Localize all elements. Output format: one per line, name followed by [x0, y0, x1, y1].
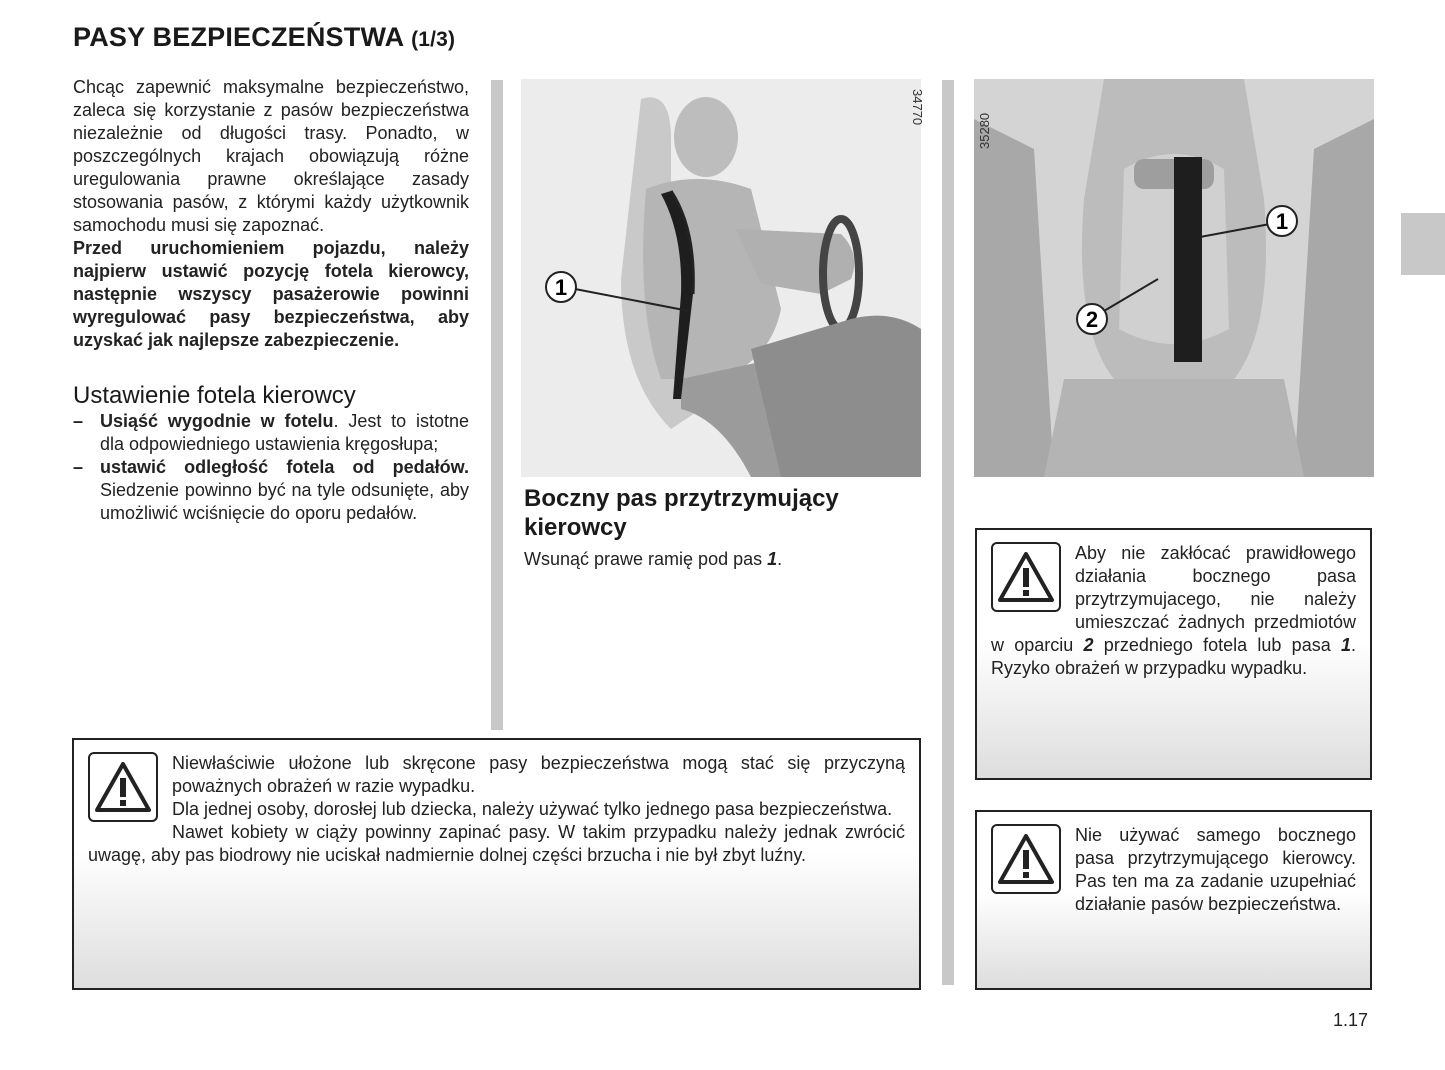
list-dash: –	[73, 457, 84, 477]
driver-seatbelt-illustration	[521, 79, 925, 477]
list-item	[73, 456, 469, 525]
warning-box-text: Nie używać samego bocznego pasa przytrzymującego kierowcy. Pas ten ma za zadanie uzupełniać działanie pasów bezpieczeństwa.	[1075, 825, 1356, 914]
side-belt-text-after: .	[777, 549, 783, 569]
list-dash: –	[73, 411, 84, 431]
warning-box-text	[88, 752, 905, 867]
page-title-suffix: (1/3)	[411, 28, 456, 51]
figure2-code: 35280	[977, 112, 992, 149]
warning-box-side-belt-objects	[975, 528, 1372, 780]
intro-bold-paragraph: Przed uruchomieniem pojazdu, należy najpierw ustawić pozycję fotela kierowcy, następnie wszyscy pasażerowie powinni wyregulować pasy bezpieczeństwa, aby uzyskać jak najlepsze zabezpieczenie.	[73, 238, 469, 350]
warning-triangle-icon	[88, 752, 158, 822]
side-belt-text-before: Wsunąć prawe ramię pod pas	[524, 549, 768, 569]
list-item-text: . Jest to istotne dla odpowiedniego ustawienia kręgosłupa;	[100, 411, 470, 454]
column-separator	[942, 80, 954, 985]
list-item-bold: ustawić odległość fotela od pedałów.	[100, 457, 469, 477]
page-title-main: PASY BEZPIECZEŃSTWA	[73, 22, 404, 52]
figure1-code: 34770	[910, 89, 925, 126]
figure1-callout-label: 1	[554, 275, 568, 300]
intro-paragraph: Chcąc zapewnić maksymalne bezpieczeństwo, zaleca się korzystanie z pasów bezpieczeństwa niezależnie od długości trasy. Ponadto, w poszczególnych krajach obowiązują różne uregulowania prawne określające zasady stosowania pasów, z którymi każdy użytkownik samochodu musi się zapoznać.	[73, 77, 469, 235]
side-belt-ref: 1	[767, 549, 778, 569]
seat-section-heading: Ustawienie fotela kierowcy	[73, 382, 356, 409]
left-column	[73, 76, 469, 525]
warning-text-part: przedniego fotela lub pasa	[1093, 635, 1341, 655]
list-item-text: Siedzenie powinno być na tyle odsunięte, aby umożliwić wciśnięcie do oporu pedałów.	[100, 480, 469, 523]
figure2-callout-2-label: 2	[1085, 307, 1099, 332]
warning-ref-2: 2	[1083, 635, 1094, 655]
page-number: 1.17	[1333, 1010, 1369, 1030]
warning-triangle-icon	[991, 542, 1061, 612]
side-belt-text	[524, 549, 782, 570]
chapter-tab-marker	[1401, 213, 1445, 275]
driver-illustration-svg	[521, 79, 925, 477]
side-belt-heading: Boczny pas przytrzymujący kierowcy	[524, 485, 839, 541]
warning-ref-1: 1	[1340, 635, 1351, 655]
list-item	[73, 410, 469, 456]
figure2-callout-1-label: 1	[1275, 209, 1289, 234]
warning-text-part: . Ryzyko obrażeń w przypadku wypadku.	[991, 635, 1356, 678]
warning-box-seatbelt-usage	[72, 738, 921, 990]
side-belt-illustration	[974, 79, 1374, 477]
side-belt-illustration-svg	[974, 79, 1374, 477]
warning-paragraph: Nawet kobiety w ciąży powinny zapinać pasy. W takim przypadku należy jednak zwrócić uwagę, aby pas biodrowy nie uciskał nadmiernie dolnej części brzucha i nie był zbyt luźny.	[88, 822, 905, 865]
list-item-bold: Usiąść wygodnie w fotelu	[100, 411, 334, 431]
warning-triangle-icon	[991, 824, 1061, 894]
warning-paragraph: Dla jednej osoby, dorosłej lub dziecka, należy używać tylko jednego pasa bezpieczeństwa.	[172, 799, 893, 819]
page-title	[73, 22, 455, 53]
warning-box-side-belt-alone	[975, 810, 1372, 990]
warning-paragraph: Niewłaściwie ułożone lub skręcone pasy bezpieczeństwa mogą stać się przyczyną poważnych obrażeń w razie wypadku.	[172, 753, 905, 796]
warning-text-part: Aby nie zakłócać prawidłowego działania bocznego pasa przytrzymujacego, nie należy umieszczać żadnych przedmiotów w oparciu	[991, 543, 1356, 655]
column-separator	[491, 80, 503, 730]
